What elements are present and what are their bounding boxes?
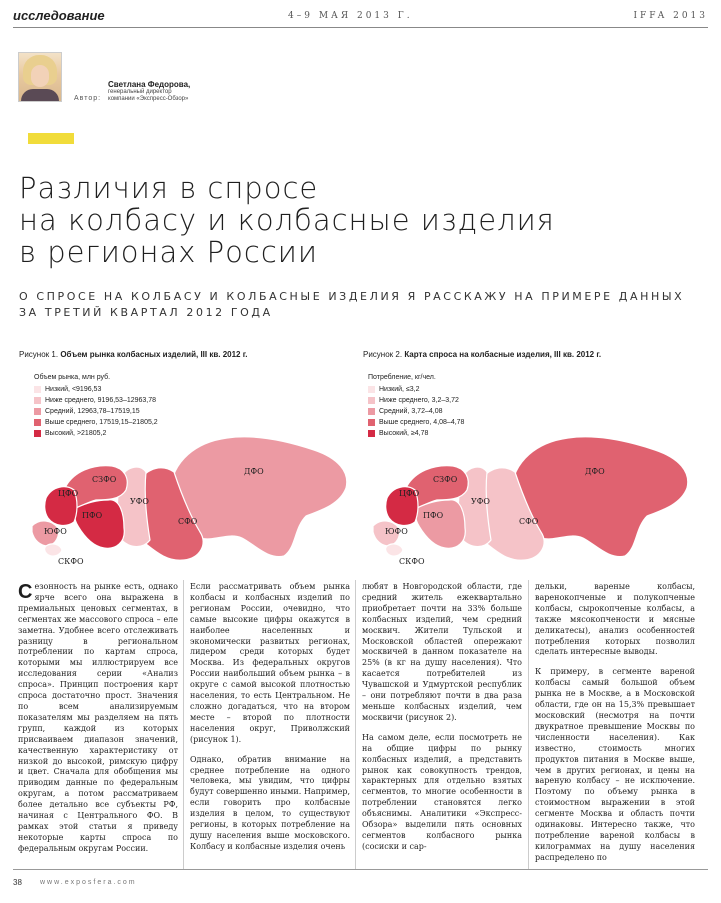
title-line: Различия в спросе [19,171,319,205]
legend-label: Высокий, ≥4,78 [379,430,429,437]
paragraph: дельки, вареные колбасы, варенокопченые и полукопченые колбасы, сырокопченые колбасы, а также мясокопчености и мясные деликатесы), анализ особенностей потребления которых позволил сделать интересные выводы. [535,582,695,657]
footer-rule [13,869,708,870]
legend-label: Выше среднего, 17519,15–21805,2 [45,419,158,426]
label-dfo: ДФО [585,467,605,476]
header-rule [13,27,708,28]
legend-label: Средний, 12963,78–17519,15 [45,408,140,415]
legend-label: Средний, 3,72–4,08 [379,408,443,415]
section-label: исследование [13,8,105,23]
legend-swatch [34,386,41,393]
label-szfo: СЗФО [433,475,458,484]
label-skfo: СКФО [58,557,84,566]
label-dfo: ДФО [244,467,264,476]
body-column-1 [18,582,178,864]
legend-item [368,395,464,406]
legend-swatch [368,397,375,404]
legend-label: Выше среднего, 4,08–4,78 [379,419,465,426]
figure-1-title: Объем рынка колбасных изделий, III кв. 2012 г. [60,350,248,359]
article-title [19,172,639,268]
legend-title: Объем рынка, млн руб. [34,374,111,381]
title-line: на колбасу и колбасные изделия [19,203,555,237]
legend-label: Низкий, ≤3,2 [379,386,420,393]
legend-label: Ниже среднего, 9196,53–12963,78 [45,397,157,404]
paragraph: любят в Новгородской области, где средний житель ежеквартально приобретает почти на 33% больше колбасных изделий, чем средний москвич. Жители Тульской и Московской областей опережают москвичей в данном показателе на 25% (в кг на душу населения). Что касается потребителей из Чувашской и Удмуртской республик – они потребляют почти в два раза меньше колбасных изделий, чем москвичи (рисунок 2). [362,582,522,722]
legend-title: Потребление, кг/чел. [368,374,436,381]
figure-2-title: Карта спроса на колбасные изделия, III кв. 2012 г. [404,350,602,359]
figure-1-map [22,420,352,570]
paragraph [18,582,178,855]
label-szfo: СЗФО [92,475,117,484]
figure-1-caption [19,350,247,359]
label-yufo: ЮФО [385,527,408,536]
label-skfo: СКФО [399,557,425,566]
paragraph-text: езонность на рынке есть, однако ярче всего она выражена в премиальных ценовых сегментах, в сегментах же массового спроса – еле заметна. Удобнее всего отслеживать разницу в региональном потреблении по картам спроса, которыми мы иллюстрируем все исследования серии «Анализ спроса». Принцип построения карт спроса достаточно прост. Значения по всем анализируемым показателям мы разделяем на пять групп, каждой из которых присваиваем диапазон значений, качественную характеристику от низкой до высокой, римскую цифру и цвет. Сначала для обобщения мы приводим данные по федеральным округам, а потом рассматриваем более детально все субъекты РФ, начиная с Центрального ФО. В рамках этой статьи я приведу некоторые карты спроса по федеральным округам России. [18,582,178,853]
website-link[interactable]: www.exposfera.com [40,879,137,886]
legend-label: Высокий, >21805,2 [45,430,107,437]
legend-swatch [34,408,41,415]
label-sfo: СФО [519,517,539,526]
body-column-2 [190,582,350,862]
legend-item [34,384,158,395]
label-pfo: ПФО [423,511,444,520]
author-label: Автор: [74,95,102,102]
figure-1-prefix: Рисунок 1. [19,350,59,359]
page-number: 38 [13,878,22,887]
region-skfo [45,544,62,556]
author-role: генеральный директор [108,89,172,95]
legend-swatch [368,386,375,393]
legend-item [34,395,158,406]
label-ufo: УФО [471,497,490,506]
author-photo [18,52,62,102]
body-column-3 [362,582,522,862]
region-pfo [75,500,125,548]
legend-swatch [34,397,41,404]
author-name: Светлана Федорова, [108,80,191,89]
article-subtitle: О СПРОСЕ НА КОЛБАСУ И КОЛБАСНЫЕ ИЗДЕЛИЯ Я РАССКАЖУ НА ПРИМЕРЕ ДАННЫХ ЗА ТРЕТИЙ КВАРТАЛ 2012 ГОДА [19,290,685,319]
issue-dates: 4–9 МАЯ 2013 Г. [288,11,413,21]
accent-bar [28,133,74,144]
label-pfo: ПФО [82,511,103,520]
author-company: компании «Экспресс-Обзор» [108,96,189,102]
column-divider [355,580,356,870]
body-column-4 [535,582,695,873]
label-cfo: ЦФО [58,489,79,498]
legend-swatch [368,408,375,415]
drop-cap: С [18,581,33,603]
column-divider [183,580,184,870]
legend-label: Ниже среднего, 3,2–3,72 [379,397,459,404]
legend-item [368,384,464,395]
figure-2-prefix: Рисунок 2. [363,350,403,359]
title-line: в регионах России [19,235,318,269]
paragraph: Однако, обратив внимание на среднее потребление на одного человека, мы увидим, что цифры будут совершенно иными. Например, если говорить про колбасные изделия в целом, то существуют регионы, в которых потребление на душу населения выше московского. Колбасу и колбасные изделия очень [190,754,350,851]
paragraph: Если рассматривать объем рынка колбасы и колбасных изделий по регионам России, очевидно, что самые высокие цифры окажутся в наиболее населенных и экономически развитых регионах, лидером среди которых будет Москва. Из федеральных округов России наибольший объем рынка – в округе с самой высокой плотностью населения, то есть Центральном. Не сложно догадаться, что на втором месте – второй по плотности населения округ, Приволжский (рисунок 1). [190,582,350,744]
label-sfo: СФО [178,517,198,526]
paragraph: На самом деле, если посмотреть не на общие цифры по рынку колбасных изделий, а представить рынок как совокупность трендов, характерных для отдельно взятых сегментов, то многие особенности в потреблении становятся легко объяснимы. Аналитики «Экспресс-Обзора» выделили пять основных сегментов колбасного рынка (сосиски и сар- [362,732,522,851]
label-ufo: УФО [130,497,149,506]
legend-item [34,406,158,417]
magazine-name: IFFA 2013 [633,11,708,21]
legend-label: Низкий, <9196,53 [45,386,102,393]
figure-2-caption [363,350,601,359]
region-skfo [386,544,403,556]
legend-item [368,406,464,417]
column-divider [528,580,529,870]
label-cfo: ЦФО [399,489,420,498]
paragraph: К примеру, в сегменте вареной колбасы самый большой объем рынка не в Москве, а в Московской области, где он на 15,3% превышает московский (несмотря на почти двукратное превышение Москвы по численности населения). Как известно, стоимость многих продуктов питания в Москве выше, чем в других регионах, и цены на вареную колбасу – не исключение. Поэтому по объему рынка в стоимостном выражении в этой сегменте Москва и область почти одинаковы. Интересно также, что потребление вареной колбасы в килограммах на душу населения распределено по [535,667,695,862]
region-pfo [416,500,466,548]
figure-2-map [363,420,693,570]
label-yufo: ЮФО [44,527,67,536]
